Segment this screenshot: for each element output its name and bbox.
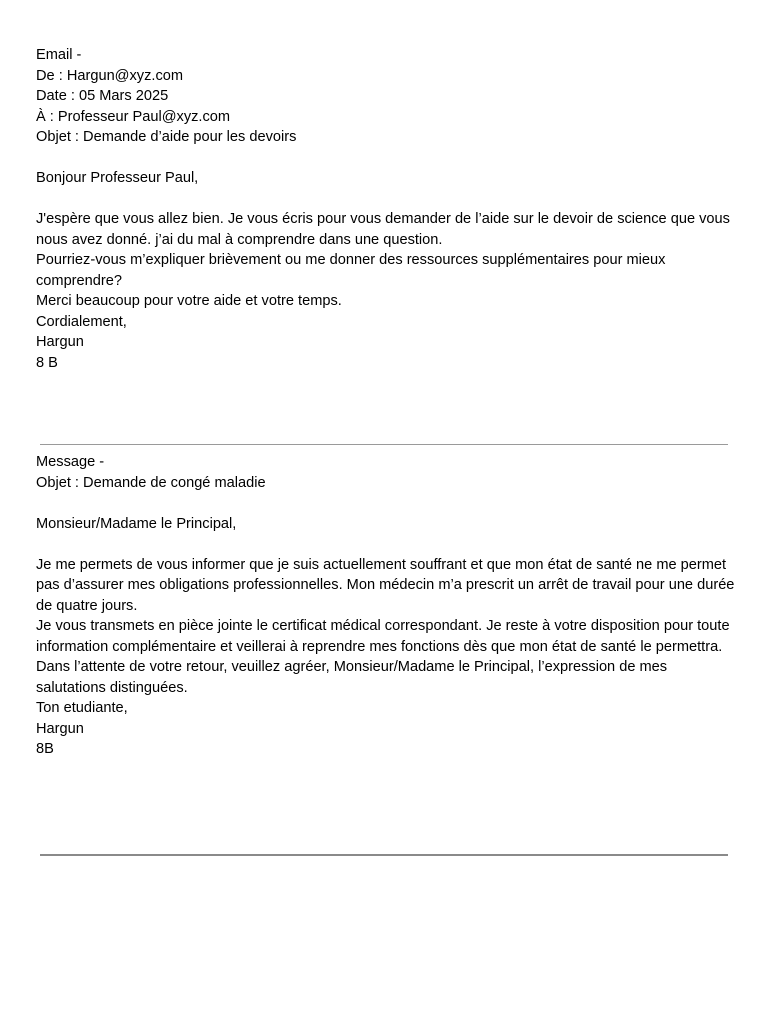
message-paragraph: Dans l’attente de votre retour, veuillez agréer, Monsieur/Madame le Principal, l’expression de mes salutations distinguées. bbox=[36, 659, 668, 696]
email-greeting: Bonjour Professeur Paul, bbox=[36, 170, 199, 186]
message-greeting: Monsieur/Madame le Principal, bbox=[36, 515, 237, 532]
email-section bbox=[36, 45, 736, 373]
message-subject: Objet : Demande de congé maladie bbox=[36, 474, 266, 491]
message-paragraph: Je vous transmets en pièce jointe le certificat médical correspondant. Je reste à votre disposition pour toute information complémentaire et veillerai à reprendre mes fonctions dès que mon état de santé le permettra. bbox=[36, 618, 730, 655]
message-section bbox=[36, 452, 736, 760]
email-subject: Objet : Demande d’aide pour les devoirs bbox=[36, 129, 297, 145]
email-paragraph: Pourriez-vous m’expliquer brièvement ou me donner des ressources supplémentaires pour mieux comprendre? bbox=[36, 252, 666, 289]
email-date: Date : 05 Mars 2025 bbox=[36, 88, 169, 104]
message-signature-name: Hargun bbox=[36, 720, 84, 737]
section-divider bbox=[40, 854, 728, 856]
message-closing: Ton etudiante, bbox=[36, 700, 128, 716]
email-paragraph: Merci beaucoup pour votre aide et votre temps. bbox=[36, 293, 342, 309]
email-signature-name: Hargun bbox=[36, 334, 84, 350]
email-closing: Cordialement, bbox=[36, 313, 127, 330]
email-from: De : Hargun@xyz.com bbox=[36, 67, 184, 84]
message-paragraph: Je me permets de vous informer que je suis actuellement souffrant et que mon état de santé ne me permet pas d’assurer mes obligations professionnelles. Mon médecin m’a prescrit un arrêt de travail pour une durée de quatre jours. bbox=[36, 556, 735, 614]
email-signature-class: 8 B bbox=[36, 354, 58, 371]
email-heading: Email - bbox=[36, 47, 82, 63]
message-heading: Message - bbox=[36, 454, 105, 470]
message-signature-class: 8B bbox=[36, 741, 54, 757]
email-to: À : Professeur Paul@xyz.com bbox=[36, 108, 231, 125]
email-paragraph: J'espère que vous allez bien. Je vous écris pour vous demander de l’aide sur le devoir de science que vous nous avez donné. j’ai du mal à comprendre dans une question. bbox=[36, 211, 730, 248]
section-divider bbox=[40, 444, 728, 445]
